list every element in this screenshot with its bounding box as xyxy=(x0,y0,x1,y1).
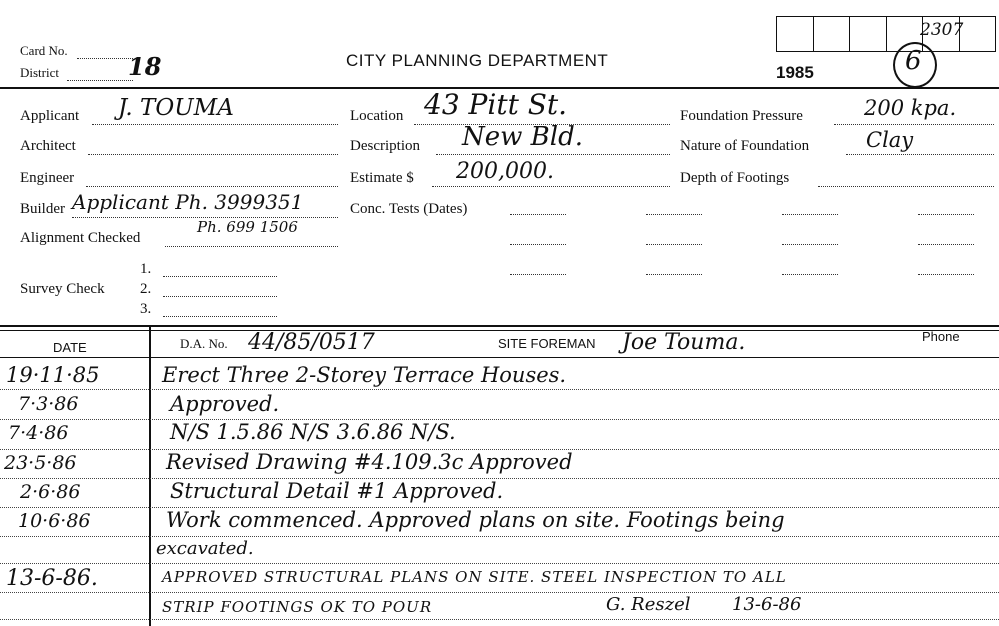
log-date-1: 19·11·85 xyxy=(6,363,100,387)
survey-label: Survey Check xyxy=(20,281,105,297)
location-label: Location xyxy=(350,108,404,124)
alignment-label: Alignment Checked xyxy=(20,230,141,246)
district-label: District xyxy=(20,65,59,80)
conc-line-2d xyxy=(918,244,974,245)
log-text-3: N/S 1.5.86 N/S 3.6.86 N/S. xyxy=(170,420,456,444)
log-date-2: 7·3·86 xyxy=(18,393,79,415)
log-date-5: 2·6·86 xyxy=(20,481,81,503)
depth-footings-label: Depth of Footings xyxy=(680,170,790,186)
card-no-line xyxy=(77,58,133,59)
conc-line-1b xyxy=(646,214,702,215)
survey-item-3: 3. xyxy=(140,301,152,317)
signature: G. Reszel xyxy=(606,594,691,615)
log-text-9: STRIP FOOTINGS OK TO POUR xyxy=(162,598,433,616)
log-row-line-7 xyxy=(0,563,999,564)
architect-label: Architect xyxy=(20,138,76,154)
card-number: 2307 xyxy=(920,20,964,40)
nature-foundation-line xyxy=(846,154,994,155)
log-row-line-6 xyxy=(0,536,999,537)
conc-line-2c xyxy=(782,244,838,245)
date-header: DATE xyxy=(53,340,87,355)
description-line xyxy=(436,154,670,155)
district-value: 18 xyxy=(128,52,162,81)
log-date-6: 10·6·86 xyxy=(18,510,91,532)
architect-line xyxy=(88,154,338,155)
survey-item-1: 1. xyxy=(140,261,152,277)
depth-footings-line xyxy=(818,186,994,187)
conc-line-3c xyxy=(782,274,838,275)
applicant-line xyxy=(92,124,338,125)
description-label: Description xyxy=(350,138,420,154)
circled-number: 6 xyxy=(905,46,922,76)
engineer-label: Engineer xyxy=(20,170,75,186)
nature-foundation-label: Nature of Foundation xyxy=(680,138,810,154)
log-text-6: Work commenced. Approved plans on site. Footings being xyxy=(166,508,785,532)
card-no-label: Card No. xyxy=(20,43,68,58)
log-row-line-8 xyxy=(0,592,999,593)
log-text-4: Revised Drawing #4.109.3c Approved xyxy=(166,450,573,474)
page-title: CITY PLANNING DEPARTMENT xyxy=(346,51,609,70)
da-label: D.A. No. xyxy=(180,336,228,351)
signature-date: 13-6-86 xyxy=(732,594,802,615)
foundation-pressure-value: 200 kpa. xyxy=(864,96,957,120)
conc-line-1d xyxy=(918,214,974,215)
builder-value: Applicant Ph. 3999351 xyxy=(72,190,304,214)
log-text-5: Structural Detail #1 Approved. xyxy=(170,479,504,503)
alignment-line xyxy=(165,246,338,247)
survey-item-2: 2. xyxy=(140,281,152,297)
log-row-line-9 xyxy=(0,619,999,620)
survey-line-3 xyxy=(163,316,277,317)
district-line xyxy=(67,80,133,81)
log-text-8: APPROVED STRUCTURAL PLANS ON SITE. STEEL INSPECTION TO ALL xyxy=(162,568,787,586)
conc-line-3a xyxy=(510,274,566,275)
estimate-value: 200,000. xyxy=(456,159,554,184)
site-foreman-value: Joe Touma. xyxy=(622,330,746,355)
log-row-line-2 xyxy=(0,419,999,420)
year: 1985 xyxy=(776,63,814,82)
conc-line-1a xyxy=(510,214,566,215)
log-date-3: 7·4·86 xyxy=(8,422,69,444)
log-row-line-1 xyxy=(0,389,999,390)
applicant-label: Applicant xyxy=(20,108,80,124)
conc-tests-label: Conc. Tests (Dates) xyxy=(350,201,468,217)
log-text-1: Erect Three 2-Storey Terrace Houses. xyxy=(162,363,567,387)
builder-phone2: Ph. 699 1506 xyxy=(197,218,298,236)
description-value: New Bld. xyxy=(462,122,583,152)
log-date-8: 13-6-86. xyxy=(6,566,98,591)
foundation-pressure-label: Foundation Pressure xyxy=(680,108,803,124)
engineer-line xyxy=(86,186,338,187)
survey-line-2 xyxy=(163,296,277,297)
foundation-pressure-line xyxy=(834,124,994,125)
conc-line-1c xyxy=(782,214,838,215)
log-text-2: Approved. xyxy=(170,392,280,416)
log-date-4: 23·5·86 xyxy=(4,452,77,474)
phone-label: Phone xyxy=(922,329,960,344)
conc-line-3b xyxy=(646,274,702,275)
survey-line-1 xyxy=(163,276,277,277)
estimate-line xyxy=(432,186,670,187)
log-header-rule xyxy=(0,357,999,358)
conc-line-2a xyxy=(510,244,566,245)
log-text-7: excavated. xyxy=(156,538,254,559)
da-value: 44/85/0517 xyxy=(248,330,375,355)
applicant-value: J. TOUMA xyxy=(118,95,234,121)
estimate-label: Estimate $ xyxy=(350,170,414,186)
location-value: 43 Pitt St. xyxy=(424,88,568,121)
nature-foundation-value: Clay xyxy=(866,128,914,152)
conc-line-3d xyxy=(918,274,974,275)
conc-line-2b xyxy=(646,244,702,245)
site-foreman-label: SITE FOREMAN xyxy=(498,336,596,351)
date-column-divider xyxy=(149,327,151,626)
builder-label: Builder xyxy=(20,201,65,217)
